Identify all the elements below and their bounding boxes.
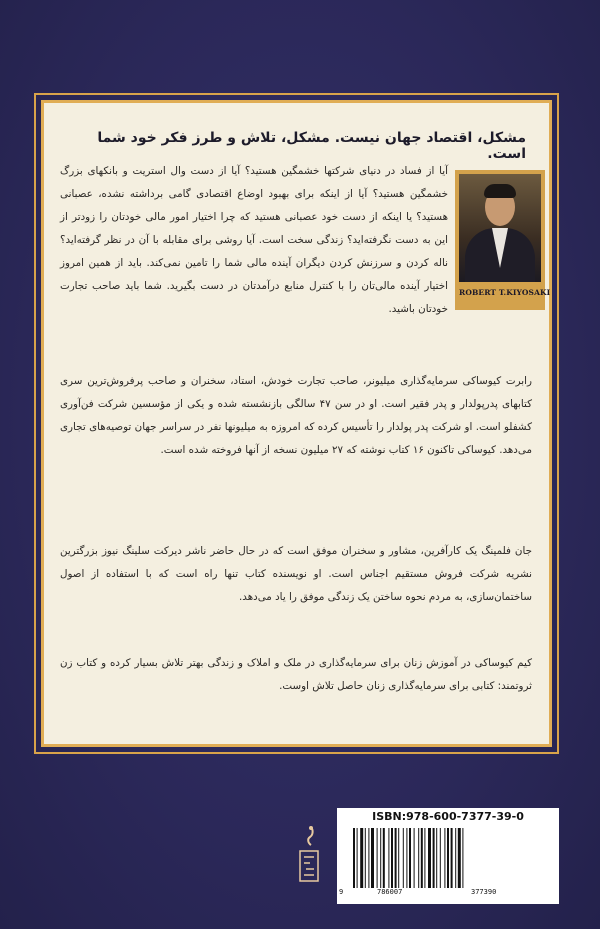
author-photo-box: [455, 170, 551, 310]
headline: مشکل، اقتصاد جهان نیست. مشکل، تلاش و طرز فکر خود شما است.: [97, 130, 526, 162]
barcode-icon: [351, 828, 547, 888]
barcode-digits-right: 377390: [471, 888, 497, 896]
paragraph-kiyosaki-bio: رابرت کیوساکی سرمایه‌گذاری میلیونر، صاحب تجارت خودش، استاد، سخنران و صاحب پرفروش‌ترین سری کتابهای پدرپولدار و پدر فقیر است. او در سن ۴۷ سالگی بازنشسته شده و یکی از مؤسسین شرکت فن‌آوری کشفلو است. او شرکت پدر پولدار را تأسیس کرده که امروزه به میلیونها نفر در سراسر جهان توصیه‌های تجاری می‌دهد. کیوساکی تاکنون ۱۶ کتاب نوشته که ۲۷ میلیون نسخه از آنها فروخته شده است.: [60, 375, 532, 456]
paragraph-fleming-bio: جان فلمینگ یک کارآفرین، مشاور و سخنران موفق است که در حال حاضر ناشر دیرکت سلینگ نیوز بزرگترین نشریه شرکت فروش مستقیم اجناس است. او نویسنده کتاب تنها راه است که با استفاده از اصول ساختمان‌سازی، به مردم نحوه ساختن یک زندگی موفق را یاد می‌دهد.: [60, 545, 532, 603]
isbn-barcode-panel: [337, 808, 559, 904]
author-caption: ROBERT T.KIYOSAKI: [459, 288, 551, 297]
barcode-digit-first: 9: [339, 888, 344, 896]
paragraph-kim-bio: کیم کیوساکی در آموزش زنان برای سرمایه‌گذاری در ملک و املاک و زندگی بهتر تلاش بسیار کرده و کتاب زن ثروتمند: کتابی برای سرمایه‌گذاری زنان حاصل تلاش اوست.: [60, 657, 532, 692]
author-photo: [459, 174, 541, 282]
barcode-digits-left: 786007: [377, 888, 403, 896]
paragraph-intro: آیا از فساد در دنیای شرکتها خشمگین هستید؟ آیا از دست وال استریت و بانکهای بزرگ خشمگین هستید؟ آیا از اینکه برای بهبود اوضاع اقتصادی گامی برداشته نشده، عصبانی هستید؟ یا اینکه از دست خود عصبانی هستید که چرا اختیار امور مالی خودتان را زودتر از این به دست نگرفته‌اید؟ زندگی سخت است. آیا روشی برای مقابله با آن در نظر گرفته‌اید؟ ناله کردن و سرزنش کردن دیگران آینده مالی شما را تامین نمی‌کند. باید از همین امروز اختیار آینده مالی‌تان را با کنترل منابع درآمدتان در دست بگیرید. شما باید صاحب تجارت خودتان باشید.: [60, 165, 448, 315]
isbn-number: ISBN:978-600-7377-39-0: [372, 810, 524, 823]
publisher-logo-icon: [296, 825, 322, 885]
